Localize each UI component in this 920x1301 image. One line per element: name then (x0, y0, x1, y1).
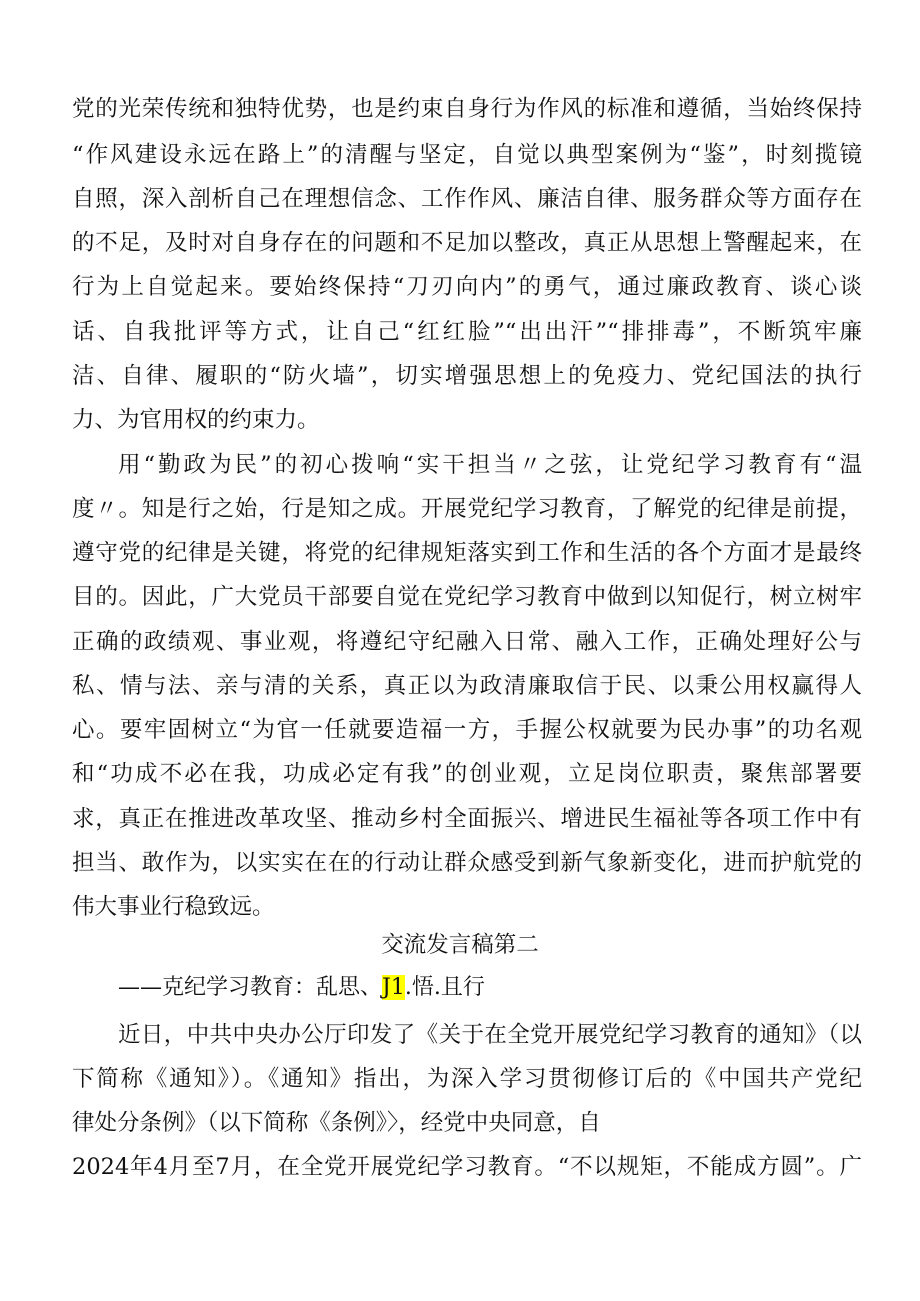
paragraph-1-line-4: 的不足，及时对自身存在的问题和不足加以整改，真正从思想上警醒起来，在 (72, 230, 862, 256)
paragraph-2-line-5: 正确的政绩观、事业观，将遵纪守纪融入日常、融入工作，正确处理好公与 (72, 629, 862, 655)
paragraph-1-line-7: 洁、自律、履职的“防火墙”，切实增强思想上的免疫力、党纪国法的执行 (72, 363, 862, 389)
paragraph-2-line-10: 担当、敢作为，以实实在在的行动让群众感受到新气象新变化，进而护航党的 (72, 850, 862, 876)
paragraph-2-line-4: 目的。因此，广大党员干部要自觉在党纪学习教育中做到以知促行，树立树牢 (72, 584, 862, 610)
paragraph-2-line-9: 求，真正在推进改革攻坚、推动乡村全面振兴、增进民生福祉等各项工作中有 (72, 806, 862, 832)
paragraph-1-line-8: 力、为官用权的约束力。 (72, 407, 320, 433)
paragraph-1-line-6: 话、自我批评等方式，让自己“红红脸”“出出汗”“排排毒”，不断筑牢廉 (72, 319, 862, 345)
paragraph-1-line-5: 行为上自觉起来。要始终保持“刀刃向内”的勇气，通过廉政教育、谈心谈 (72, 274, 862, 300)
paragraph-2-line-2: 度〃。知是行之始，行是知之成。开展党纪学习教育，了解党的纪律是前提， (72, 496, 862, 522)
subtitle-text-after: .悟.且行 (404, 975, 485, 1000)
paragraph-3-line-4: 2024年4月至7月，在全党开展党纪学习教育。“不以规矩，不能成方圆”。广 (72, 1154, 862, 1180)
paragraph-2-line-6: 私、情与法、亲与清的关系，真正以为政清廉取信于民、以秉公用权赢得人 (72, 673, 862, 699)
paragraph-2-line-3: 遵守党的纪律是关键，将党的纪律规矩落实到工作和生活的各个方面才是最终 (72, 540, 862, 566)
paragraph-2-line-7: 心。要牢固树立“为官一任就要造福一方，手握公权就要为民办事”的功名观 (72, 717, 862, 743)
subtitle-highlight: J1 (382, 975, 405, 1000)
paragraph-2-line-1: 用“勤政为民”的初心拨响“实干担当〃之弦，让党纪学习教育有“温 (118, 452, 862, 478)
paragraph-1-line-2: “作风建设永远在路上”的清醒与坚定，自觉以典型案例为“鉴”，时刻揽镜 (72, 142, 862, 168)
paragraph-3-line-2: 下简称《通知》）。《通知》指出，为深入学习贯彻修订后的《中国共产党纪 (72, 1066, 862, 1092)
section-heading: 交流发言稿第二 (381, 932, 539, 958)
subtitle-text-before: ——克纪学习教育：乱思、 (118, 975, 383, 1000)
paragraph-1-line-3: 自照，深入剖析自己在理想信念、工作作风、廉洁自律、服务群众等方面存在 (72, 186, 862, 212)
paragraph-3-line-1: 近日，中共中央办公厅印发了《关于在全党开展党纪学习教育的通知》（以 (118, 1022, 862, 1048)
paragraph-3-line-3: 律处分条例》（以下简称《条例》〉，经党中央同意，自 (72, 1110, 601, 1136)
paragraph-2-line-11: 伟大事业行稳致远。 (72, 894, 275, 920)
paragraph-2-line-8: 和“功成不必在我，功成必定有我”的创业观，立足岗位职责，聚焦部署要 (72, 761, 862, 787)
paragraph-1-line-1: 党的光荣传统和独特优势，也是约束自身行为作风的标准和遵循，当始终保持 (72, 96, 862, 122)
section-subtitle (118, 973, 485, 1003)
